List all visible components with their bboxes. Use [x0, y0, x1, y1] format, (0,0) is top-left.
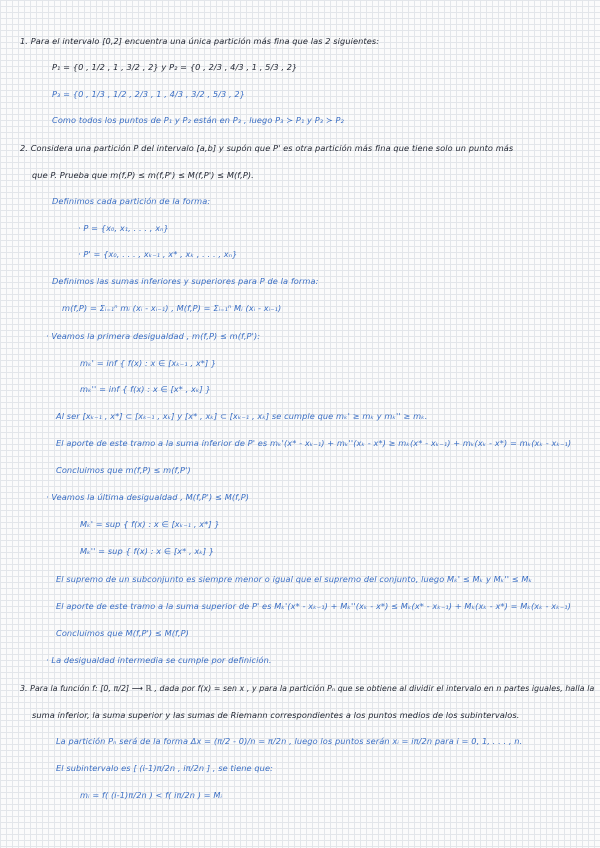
partition-conclusion: Como todos los puntos de P₁ y P₂ están en P₃ , luego P₃ ≻ P₁ y P₃ ≻ P₂ — [52, 115, 344, 125]
inf-right: mₖ'' = inf { f(x) : x ∈ [x* , xₖ] } — [80, 384, 211, 394]
sup-left: Mₖ' = sup { f(x) : x ∈ [xₖ₋₁ , x*] } — [80, 519, 220, 529]
exercise-2-statement-cont: que P. Prueba que m(f,P) ≤ m(f,P') ≤ M(f,P') ≤ M(f,P). — [32, 170, 254, 180]
middle-inequality-note: · La desigualdad intermedia se cumple por definición. — [46, 655, 272, 665]
inf-comparison: Al ser [xₖ₋₁ , x*] ⊂ [xₖ₋₁ , xₖ] y [x* , xₖ] ⊂ [xₖ₋₁ , xₖ] se cumple que mₖ' ≥ mₖ y mₖ'' ≥ mₖ. — [56, 411, 428, 421]
partition-p3: P₃ = {0 , 1/3 , 1/2 , 2/3 , 1 , 4/3 , 3/2 , 5/3 , 2} — [52, 89, 246, 99]
lower-conclusion: Concluimos que m(f,P) ≤ m(f,P') — [56, 465, 191, 475]
define-partitions: Definimos cada partición de la forma: — [52, 196, 211, 206]
partition-p-prime: · P' = {x₀, . . . , xₖ₋₁ , x* , xₖ , . . . , xₙ} — [78, 249, 238, 259]
partitions-p1-p2: P₁ = {0 , 1/2 , 1 , 3/2 , 2} y P₂ = {0 , 2/3 , 4/3 , 1 , 5/3 , 2} — [52, 62, 298, 72]
upper-sum-contribution: El aporte de este tramo a la suma superior de P' es Mₖ'(x* - xₖ₋₁) + Mₖ''(xₖ - x*) ≤ Mₖ(x* - xₖ₋₁) + Mₖ(xₖ - x*) = Mₖ(xₖ - xₖ₋₁) — [56, 601, 571, 611]
sum-formulas: m(f,P) = Σᵢ₌₁ⁿ mᵢ (xᵢ - xᵢ₋₁) , M(f,P) = Σᵢ₌₁ⁿ Mᵢ (xᵢ - xᵢ₋₁) — [62, 303, 282, 313]
subinterval: El subintervalo es [ (i-1)π/2n , iπ/2n ] , se tiene que: — [56, 763, 273, 773]
exercise-3-statement: 3. Para la función f: [0, π/2] ⟶ ℝ , dada por f(x) = sen x , y para la partición Pₙ que se obtiene al dividir el intervalo en n partes iguales, halla la — [20, 683, 595, 693]
last-inequality-heading: · Veamos la última desigualdad , M(f,P') ≤ M(f,P) — [46, 492, 250, 502]
first-inequality-heading: · Veamos la primera desigualdad , m(f,P) ≤ m(f,P'): — [46, 331, 261, 341]
mi-Mi-relation: mᵢ = f( (i-1)π/2n ) < f( iπ/2n ) = Mᵢ — [80, 790, 223, 800]
exercise-1-statement: 1. Para el intervalo [0,2] encuentra una única partición más fina que las 2 siguientes: — [20, 36, 380, 46]
exercise-3-statement-cont: suma inferior, la suma superior y las sumas de Riemann correspondientes a los puntos medios de los subintervalos. — [32, 710, 520, 720]
sup-comparison: El supremo de un subconjunto es siempre menor o igual que el supremo del conjunto, luego Mₖ' ≤ Mₖ y Mₖ'' ≤ Mₖ — [56, 574, 533, 584]
inf-left: mₖ' = inf { f(x) : x ∈ [xₖ₋₁ , x*] } — [80, 358, 217, 368]
sup-right: Mₖ'' = sup { f(x) : x ∈ [x* , xₖ] } — [80, 546, 215, 556]
exercise-2-statement: 2. Considera una partición P del intervalo [a,b] y supón que P' es otra partición más fina que tiene solo un punto más — [20, 143, 514, 153]
upper-conclusion: Concluimos que M(f,P') ≤ M(f,P) — [56, 628, 189, 638]
define-sums: Definimos las sumas inferiores y superiores para P de la forma: — [52, 276, 319, 286]
partition-pn: La partición Pₙ será de la forma Δx = (π/2 - 0)/n = π/2n , luego los puntos serán xᵢ = iπ/2n para i = 0, 1, . . . , n. — [56, 736, 523, 746]
lower-sum-contribution: El aporte de este tramo a la suma inferior de P' es mₖ'(x* - xₖ₋₁) + mₖ''(xₖ - x*) ≥ mₖ(x* - xₖ₋₁) + mₖ(xₖ - x*) = mₖ(xₖ - xₖ₋₁) — [56, 438, 572, 448]
partition-p: · P = {x₀, x₁, . . . , xₙ} — [78, 223, 169, 233]
